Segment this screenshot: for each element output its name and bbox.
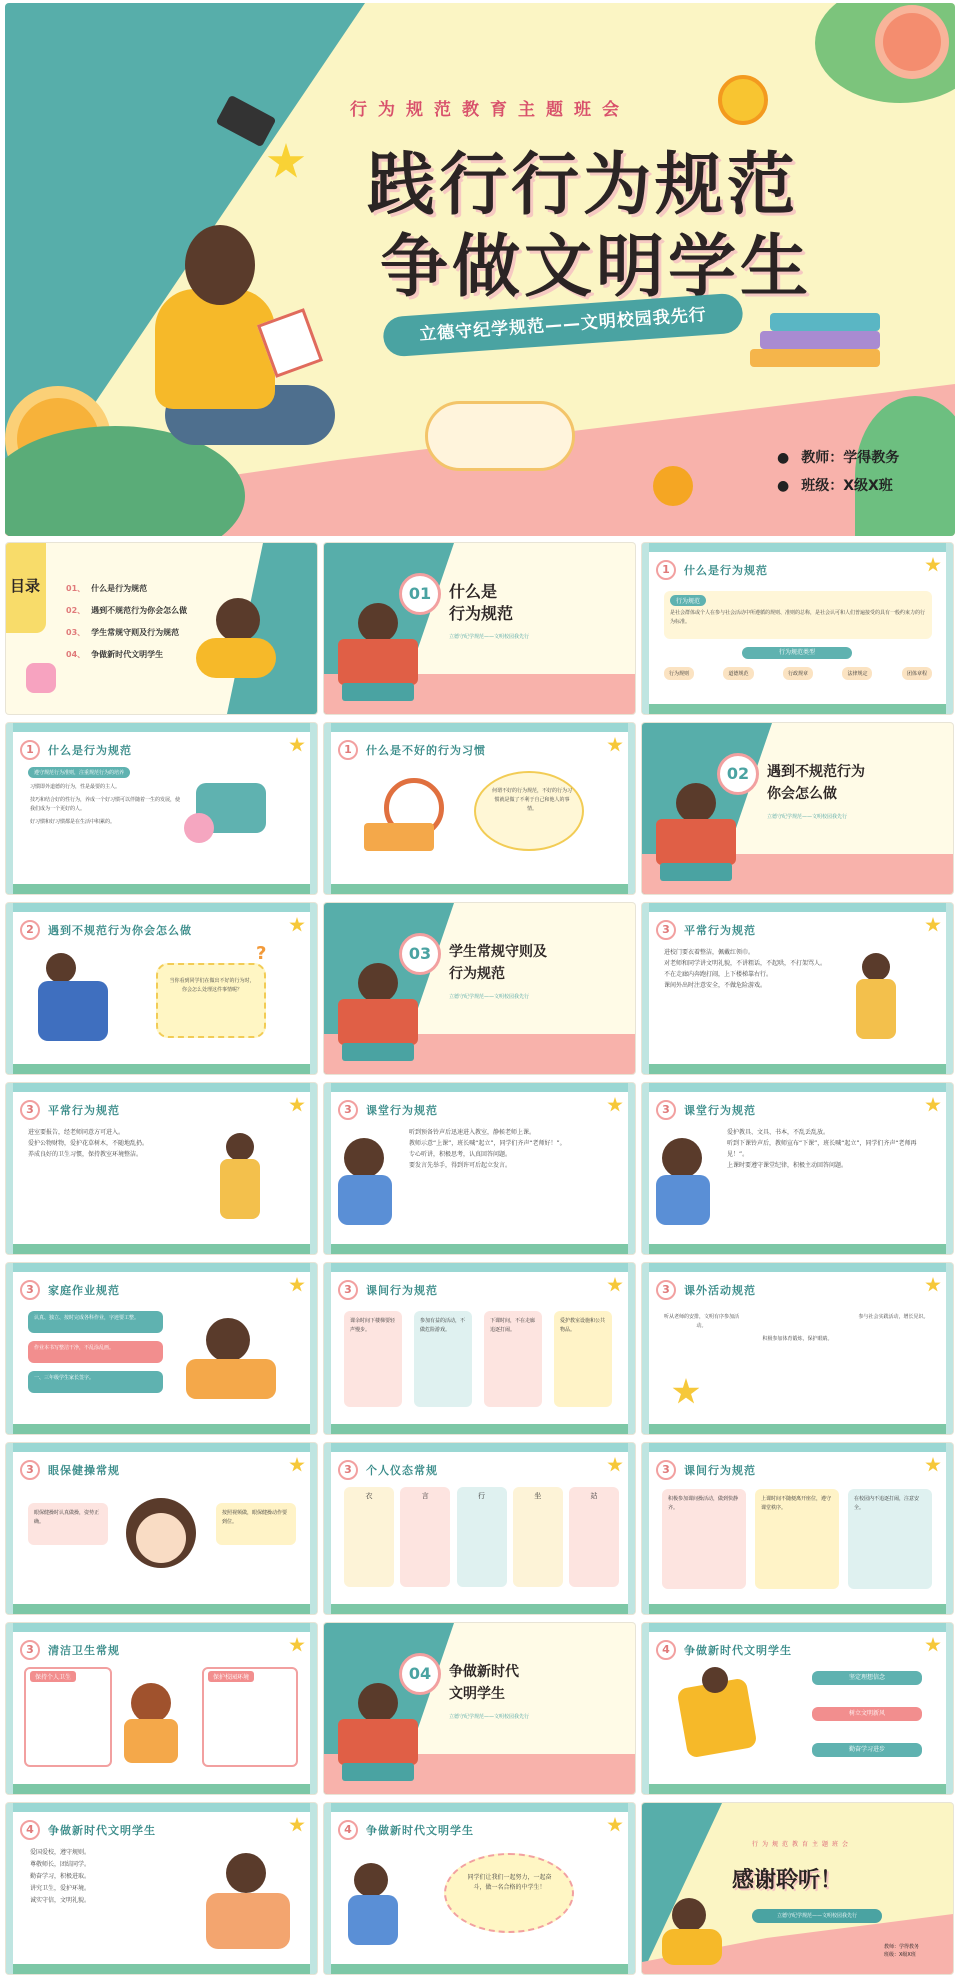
slide-section-01[interactable] <box>324 543 635 714</box>
star-icon <box>289 1637 305 1653</box>
student-illustration <box>46 953 76 983</box>
teacher-illustration <box>344 1138 384 1178</box>
info-card: 眼保健操时认真做操，姿势正确。 <box>28 1503 108 1545</box>
star-icon <box>289 917 305 933</box>
info-card: 爱护教室设施和公共物品。 <box>554 1311 612 1407</box>
star-icon <box>289 1097 305 1113</box>
slide-hygiene-norms[interactable]: 3 清洁卫生常规 保持个人卫生 保护校园环境 <box>6 1623 317 1794</box>
boy-illustration <box>131 1683 171 1723</box>
cover-slide <box>5 3 955 536</box>
cover-title-line1: 践行行为规范 <box>367 145 800 225</box>
toc-item: 02、 遇到不规范行为你会怎么做 <box>66 606 188 615</box>
card-heading: 保护校园环境 <box>208 1671 254 1682</box>
posture-card: 坐 <box>513 1487 563 1587</box>
slide-new-era-1[interactable]: 4 争做新时代文明学生 坚定理想信念 树立文明新风 勤奋学习进步 <box>642 1623 953 1794</box>
teacher-label: ● 教师：学得教务 <box>777 444 899 472</box>
section-title: 什么是 行为规范 <box>449 582 514 623</box>
activity-item: 积极参加体育锻炼，保护眼睛。 <box>762 1336 833 1342</box>
reading-boy-illustration <box>125 225 335 485</box>
info-card: 作业本书写整洁干净，不乱涂乱画。 <box>28 1341 163 1363</box>
activity-item: 参与社会实践活动，增长见识。 <box>858 1314 929 1320</box>
slide-what-is-norm[interactable]: 1 什么是行为规范 行为规范 是社会群体或个人在参与社会活动中所遵循的规则、准则的总称，是社会认可和人们普遍接受的具有一般约束力的行为标准。 行为规范类型 行为规则 道德规范 行政规章 法律规定 团体章程 <box>642 543 953 714</box>
thanks-info: 教师：学得教务 班级：X级X班 <box>884 1944 920 1958</box>
slide-homework-norms[interactable]: 3 家庭作业规范 认真、独立、按时完成各科作业，字迹要工整。 作业本书写整洁干净，不乱涂乱画。 一、三年级学生家长签字。 <box>6 1263 317 1434</box>
section-subtitle: 立德守纪学规范——文明校园我先行 <box>449 994 530 1000</box>
teacher-illustration <box>226 1133 254 1161</box>
slide-toc[interactable] <box>6 543 317 714</box>
bullet-list: 爱护教具、文具、书本，不乱丢乱放。 听到下课铃声后，教师宣布“下课”，班长喊“起立”，同学们齐声“老师再见！”。 上课时要遵守课堂纪律，积极主动回答问题。 <box>727 1129 917 1169</box>
star-icon <box>925 557 941 573</box>
student-illustration <box>348 1895 398 1945</box>
slide-thanks[interactable] <box>642 1803 953 1974</box>
card-heading: 保持个人卫生 <box>30 1671 76 1682</box>
star-icon <box>925 1457 941 1473</box>
star-icon <box>289 1817 305 1833</box>
flower-icon <box>184 813 214 843</box>
star-icon <box>607 737 623 753</box>
reading-girl-illustration <box>656 783 736 883</box>
bag-icon <box>26 663 56 693</box>
info-card: 认真、独立、按时完成各科作业，字迹要工整。 <box>28 1311 163 1333</box>
tag-label: 行为规范 <box>670 595 706 606</box>
pill-label: 行为规范类型 <box>742 647 852 659</box>
chip: 道德规范 <box>723 667 753 680</box>
activity-item: 听从老师的安排，文明有序参加活动。 <box>664 1314 740 1329</box>
teacher-illustration <box>856 979 896 1039</box>
star-icon <box>925 1637 941 1653</box>
slide-section-03[interactable] <box>324 903 635 1074</box>
slide-new-era-2[interactable]: 4 争做新时代文明学生 爱国爱校，遵守规则。 尊敬师长，团结同学。 勤奋学习，积极进取。 讲究卫生，爱护环境。 诚实守信，文明礼貌。 <box>6 1803 317 1974</box>
info-card: 参加有益的活动，不做危险游戏。 <box>414 1311 472 1407</box>
student-illustration <box>702 1667 728 1693</box>
thanks-subtitle: 行为规范教育主题班会 <box>752 1841 853 1848</box>
goal-box: 坚定理想信念 <box>812 1671 922 1685</box>
book-stack-icon <box>750 313 890 383</box>
girl-body-shape <box>196 638 276 678</box>
star-icon <box>925 917 941 933</box>
star-icon <box>267 143 305 181</box>
posture-card: 衣 <box>344 1487 394 1587</box>
info-card: 下课时间，不在走廊追逐打闹。 <box>484 1311 542 1407</box>
section-subtitle: 立德守纪学规范——文明校园我先行 <box>449 1714 530 1720</box>
question-mark-icon: ? <box>256 943 267 964</box>
teacher-illustration <box>220 1159 260 1219</box>
teacher-illustration <box>656 1175 710 1225</box>
chip: 行为规则 <box>664 667 694 680</box>
teacher-illustration <box>338 1175 392 1225</box>
slide-class-norms[interactable]: 3 课堂行为规范 听到预备铃声后迅速进入教室，静候老师上课。 教师示意“上课”，班长喊“起立”，同学们齐声“老师好！”。 专心听讲，积极思考，认真回答问题。 要发言先举手，得到许可后起立发言。 <box>324 1083 635 1254</box>
slide-what-to-do[interactable]: 2 遇到不规范行为你会怎么做 当你看到同学们在做出不好的行为时，你会怎么处理这件事情呢？ ? <box>6 903 317 1074</box>
slide-daily-norms[interactable]: 3 平常行为规范 进校门要衣着整洁，佩戴红领巾。 对老师和同学讲文明礼貌，不讲粗话，不起哄，不打架骂人。 不在走廊内奔跑打闹，上下楼梯靠右行。 课间外出时注意安全，不做危险游戏。 <box>642 903 953 1074</box>
section-subtitle: 立德守纪学规范——文明校园我先行 <box>449 634 530 640</box>
section-number: 02 <box>717 753 759 795</box>
info-card: 在校园内不追逐打闹，注意安全。 <box>848 1489 932 1589</box>
info-card: 上课时间不随便离开座位，遵守课堂秩序。 <box>755 1489 839 1589</box>
slide-outdoor-norms[interactable]: 3 课外活动规范 听从老师的安排，文明有序参加活动。 积极参加体育锻炼，保护眼睛。 参与社会实践活动，增长见识。 <box>642 1263 953 1434</box>
goal-box: 树立文明新风 <box>812 1707 922 1721</box>
boy-illustration <box>124 1719 178 1763</box>
speech-bubble <box>444 1853 574 1933</box>
family-illustration <box>226 1853 266 1893</box>
section-subtitle: 立德守纪学规范——文明校园我先行 <box>767 814 848 820</box>
section-title: 遇到不规范行为 你会怎么做 <box>767 764 865 802</box>
toc-tab: 目录 <box>6 543 46 633</box>
chip: 行政规章 <box>783 667 813 680</box>
slide-break-norms-2[interactable]: 3 课间行为规范 积极参加课间操活动，做到快静齐。 上课时间不随便离开座位，遵守课堂秩序。 在校园内不追逐打闹，注意安全。 <box>642 1443 953 1614</box>
reading-girl-illustration <box>338 603 418 703</box>
student-illustration <box>38 981 108 1041</box>
reading-girl-illustration <box>338 963 418 1063</box>
star-icon <box>289 1277 305 1293</box>
bullet-list: 进校门要衣着整洁，佩戴红领巾。 对老师和同学讲文明礼貌，不讲粗话，不起哄，不打架骂人。 不在走廊内奔跑打闹，上下楼梯靠右行。 课间外出时注意安全，不做危险游戏。 <box>664 949 827 989</box>
toc-item: 03、 学生常规守则及行为规范 <box>66 628 180 637</box>
bullet-list: 爱国爱校，遵守规则。 尊敬师长，团结同学。 勤奋学习，积极进取。 讲究卫生，爱护环境。 诚实守信，文明礼貌。 <box>30 1849 91 1904</box>
slide-posture-norms[interactable]: 3 个人仪态常规 衣 言 行 坐 站 <box>324 1443 635 1614</box>
teacher-illustration <box>862 953 890 981</box>
cover-subtitle: 行为规范教育主题班会 <box>350 100 630 120</box>
slide-class-norms-2[interactable]: 3 课堂行为规范 爱护教具、文具、书本，不乱丢乱放。 听到下课铃声后，教师宣布“下课”，班长喊“起立”，同学们齐声“老师再见！”。 上课时要遵守课堂纪律，积极主动回答问题。 <box>642 1083 953 1254</box>
chip: 团体章程 <box>902 667 932 680</box>
star-icon <box>607 1817 623 1833</box>
slide-daily-norms-2[interactable]: 3 平常行为规范 进室要报告，经老师同意方可进入。 爱护公物财物，爱护花草树木，不随地乱扔。 养成良好的卫生习惯，保持教室环境整洁。 <box>6 1083 317 1254</box>
info-card: 按照视频做，眼保健操动作要到位。 <box>216 1503 296 1545</box>
desk-illustration <box>186 1359 276 1399</box>
slide-new-era-3[interactable]: 4 争做新时代文明学生 同学们让我们一起努力，一起奋斗，做一名合格的中学生！ <box>324 1803 635 1974</box>
speech-bubble <box>156 963 266 1038</box>
slide-section-04[interactable] <box>324 1623 635 1794</box>
slide-eye-exercise[interactable]: 3 眼保健操常规 眼保健操时认真做操，姿势正确。 按照视频做，眼保健操动作要到位。 <box>6 1443 317 1614</box>
star-icon <box>607 1277 623 1293</box>
reading-boy-illustration <box>662 1929 722 1965</box>
cat-illustration <box>425 401 575 471</box>
student-illustration <box>206 1318 250 1362</box>
info-card <box>202 1667 298 1767</box>
slide-break-norms[interactable]: 3 课间行为规范 课余时间下楼梯要轻声慢步。 参加有益的活动，不做危险游戏。 下课时间，不在走廊追逐打闹。 爱护教室设施和公共物品。 <box>324 1263 635 1434</box>
section-number: 01 <box>399 573 441 615</box>
bubble-text: 当你看到同学们在做出不好的行为时，你会怎么处理这件事情呢？ <box>169 978 255 993</box>
star-icon <box>925 1097 941 1113</box>
slide-norm-habits[interactable]: 1 什么是行为规范 遵守规范行为准则，注重规范行为的培养 习惯即外道德的行为，性是最要的主人。 技巧和结合好的性行为，养成一个好习惯可以伴随着一生的发展，使我们成为一个更好的人。 好习惯和好习惯都是在生活中积累的。 <box>6 723 317 894</box>
teacher-illustration <box>662 1138 702 1178</box>
toc-item: 04、 争做新时代文明学生 <box>66 650 164 659</box>
thanks-banner: 立德守纪学规范——文明校园我先行 <box>752 1909 882 1923</box>
info-card <box>24 1667 112 1767</box>
posture-card: 行 <box>457 1487 507 1587</box>
toc-item: 01、 什么是行为规范 <box>66 584 148 593</box>
slide-bad-habits[interactable]: 1 什么是不好的行为习惯 何谓不好的行为规范，不好的行为习惯就是做了不利于自己和他人的事情。 <box>324 723 635 894</box>
book-stack-icon <box>364 823 434 851</box>
slide-section-02[interactable] <box>642 723 953 894</box>
chip: 法律规定 <box>842 667 872 680</box>
cover-banner: 立德守纪学规范——文明校园我先行 <box>382 292 744 357</box>
flower-icon <box>883 13 941 71</box>
posture-card: 站 <box>569 1487 619 1587</box>
section-number: 04 <box>399 1653 441 1695</box>
star-icon <box>289 737 305 753</box>
star-icon <box>607 1097 623 1113</box>
star-icon <box>672 1378 700 1406</box>
section-title: 学生常规守则及 行为规范 <box>449 944 547 982</box>
info-card: 课余时间下楼梯要轻声慢步。 <box>344 1311 402 1407</box>
section-number: 03 <box>399 933 441 975</box>
alarm-clock-icon <box>718 75 768 125</box>
star-icon <box>925 1277 941 1293</box>
bullet-list: 习惯即外道德的行为，性是最要的主人。 技巧和结合好的性行为，养成一个好习惯可以伴随着一生的发展，使我们成为一个更好的人。 好习惯和好习惯都是在生活中积累的。 <box>30 784 181 825</box>
thanks-title: 感谢聆听！ <box>732 1867 843 1893</box>
posture-card: 言 <box>400 1487 450 1587</box>
star-icon <box>607 1457 623 1473</box>
bubble-text: 同学们让我们一起努力，一起奋斗，做一名合格的中学生！ <box>467 1874 552 1891</box>
bubble-text: 何谓不好的行为规范，不好的行为习惯就是做了不利于自己和他人的事情。 <box>492 788 573 812</box>
info-card: 积极参加课间操活动，做到快静齐。 <box>662 1489 746 1589</box>
bullet-list: 听到预备铃声后迅速进入教室，静候老师上课。 教师示意“上课”，班长喊“起立”，同学们齐声“老师好！”。 专心听讲，积极思考，认真回答问题。 要发言先举手，得到许可后起立发言。 <box>409 1129 566 1169</box>
goal-box: 勤奋学习进步 <box>812 1743 922 1757</box>
girl-face <box>136 1513 186 1563</box>
tag-label: 遵守规范行为准则，注重规范行为的培养 <box>28 767 130 778</box>
yarn-ball-icon <box>653 466 693 506</box>
family-illustration <box>206 1893 290 1949</box>
cover-title-line2: 争做文明学生 <box>380 227 813 307</box>
section-title: 争做新时代 文明学生 <box>449 1664 519 1702</box>
reading-girl-illustration <box>338 1683 418 1783</box>
student-illustration <box>354 1863 388 1897</box>
cover-info <box>777 444 899 500</box>
bullet-list: 进室要报告，经老师同意方可进入。 爱护公物财物，爱护花草树木，不随地乱扔。 养成良好的卫生习惯，保持教室环境整洁。 <box>28 1129 149 1158</box>
girl-illustration <box>216 598 260 642</box>
reading-boy-illustration <box>672 1898 706 1932</box>
class-label: ● 班级：X级X班 <box>777 472 899 500</box>
body-text: 是社会群体或个人在参与社会活动中所遵循的规则、准则的总称，是社会认可和人们普遍接受的具有一般约束力的行为标准。 <box>670 610 926 625</box>
star-icon <box>289 1457 305 1473</box>
info-card: 一、三年级学生家长签字。 <box>28 1371 163 1393</box>
